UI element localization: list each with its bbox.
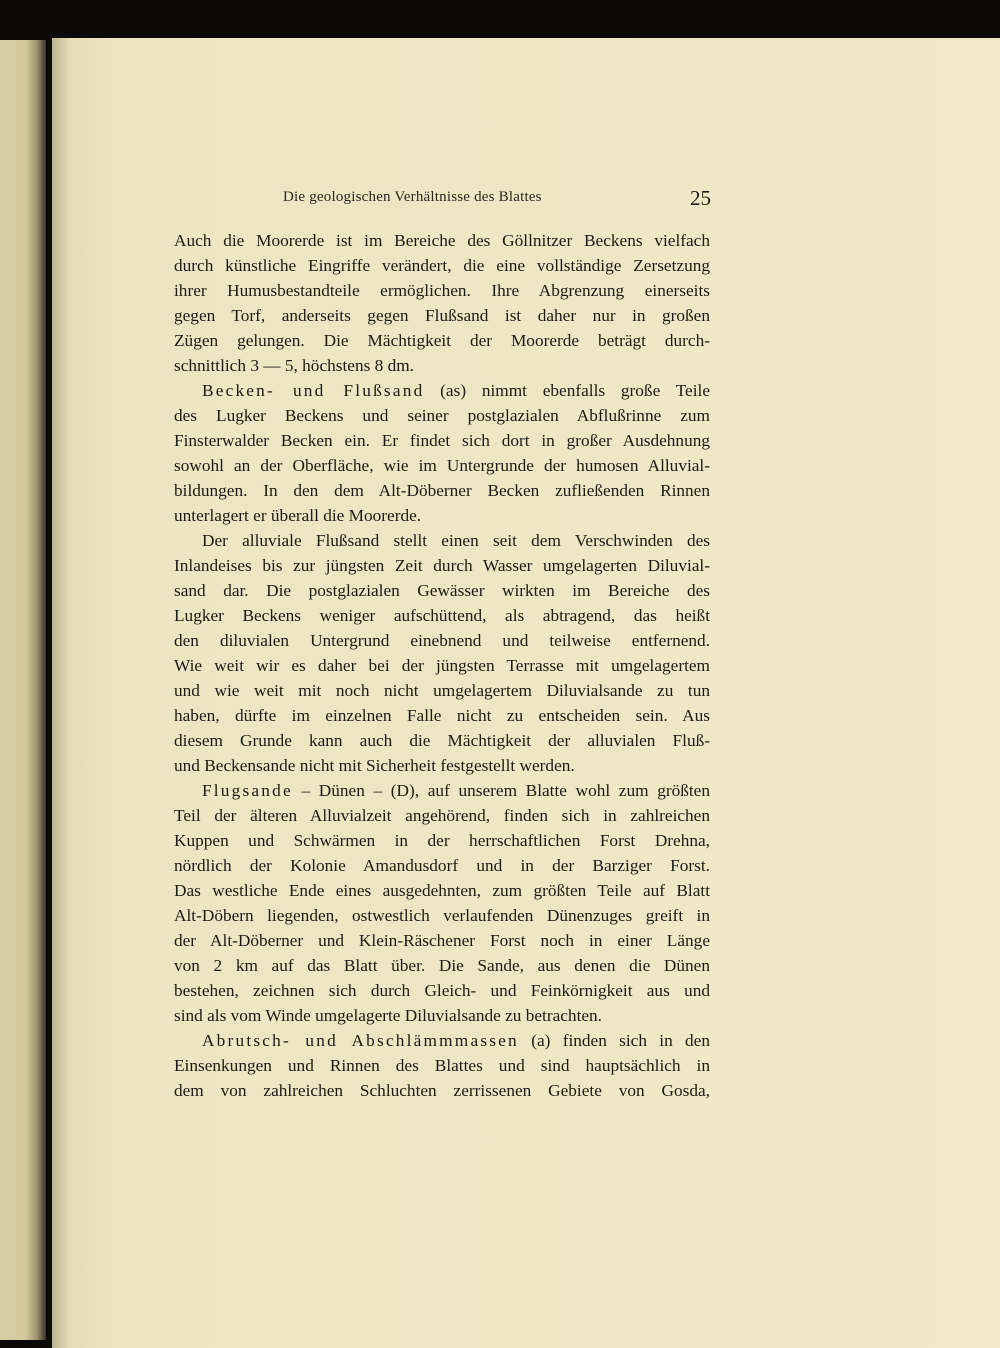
paragraph-3-line-2: Inlandeises bis zur jüngsten Zeit durch Wasser umgelagerten Diluvial-: [174, 556, 710, 575]
term-becken-und-flusssand: Becken- und Flußsand: [202, 381, 425, 400]
page-number: 25: [690, 186, 711, 210]
paragraph-3-line-7: und wie weit mit noch nicht umgelagertem Diluvialsande zu tun: [174, 681, 710, 700]
paragraph-4-line-2: Teil der älteren Alluvialzeit angehörend, finden sich in zahlreichen: [174, 806, 710, 825]
paragraph-3-line-8: haben, dürfte im einzelnen Falle nicht zu entscheiden sein. Aus: [174, 706, 710, 725]
paragraph-4-line-4: nördlich der Kolonie Amandusdorf und in der Barziger Forst.: [174, 856, 710, 875]
paragraph-2-line-5: bildungen. In den dem Alt-Döberner Becken zufließenden Rinnen: [174, 481, 710, 500]
paragraph-4-line-5: Das westliche Ende eines ausgedehnten, zum größten Teile auf Blatt: [174, 881, 710, 900]
paragraph-3-line-4: Lugker Beckens weniger aufschüttend, als abtragend, das heißt: [174, 606, 710, 625]
paragraph-2-line-4: sowohl an der Oberfläche, wie im Untergrunde der humosen Alluvial-: [174, 456, 710, 475]
paragraph-4-line-9: bestehen, zeichnen sich durch Gleich- und Feinkörnigkeit aus und: [174, 981, 710, 1000]
paragraph-5-line-3: dem von zahlreichen Schluchten zerrissenen Gebiete von Gosda,: [174, 1081, 710, 1100]
body-text: [174, 228, 710, 1103]
paragraph-4-line-8: von 2 km auf das Blatt über. Die Sande, aus denen die Dünen: [174, 956, 710, 975]
paragraph-2-line-6: unterlagert er überall die Moorerde.: [174, 506, 422, 525]
paragraph-2-line-3: Finsterwalder Becken ein. Er findet sich dort in großer Ausdehnung: [174, 431, 710, 450]
paragraph-3-line-10: und Beckensande nicht mit Sicherheit festgestellt werden.: [174, 756, 575, 775]
paragraph-2-line-1-rest: (as) nimmt ebenfalls große Teile: [424, 381, 710, 400]
paragraph-4-line-1: [174, 778, 710, 803]
paragraph-5-line-1-rest: (a) finden sich in den: [518, 1031, 710, 1050]
term-abrutsch-und-abschlaemmmassen: Abrutsch- und Abschlämmmassen: [202, 1031, 519, 1050]
paragraph-1-line-6: schnittlich 3 — 5, höchstens 8 dm.: [174, 356, 414, 375]
paragraph-1-line-4: gegen Torf, anderseits gegen Flußsand ist daher nur in großen: [174, 306, 710, 325]
paragraph-5-line-1: [174, 1028, 710, 1053]
term-flugsande: Flugsande: [202, 781, 293, 800]
left-page-edge: [0, 40, 46, 1340]
paragraph-2-line-1: [174, 378, 710, 403]
paragraph-4-line-6: Alt-Döbern liegenden, ostwestlich verlaufenden Dünenzuges greift in: [174, 906, 710, 925]
paragraph-3-line-9: diesem Grunde kann auch die Mächtigkeit der alluvialen Fluß-: [174, 731, 710, 750]
paragraph-4-line-1-rest: – Dünen – (D), auf unserem Blatte wohl zum größten: [292, 781, 710, 800]
paragraph-3-line-5: den diluvialen Untergrund einebnend und teilweise entfernend.: [174, 631, 710, 650]
paragraph-1-line-5: Zügen gelungen. Die Mächtigkeit der Moorerde beträgt durch-: [174, 331, 710, 350]
paragraph-5-line-2: Einsenkungen und Rinnen des Blattes und sind hauptsächlich in: [174, 1056, 710, 1075]
paragraph-3-line-3: sand dar. Die postglazialen Gewässer wirkten im Bereiche des: [174, 581, 710, 600]
paragraph-4-line-10: sind als vom Winde umgelagerte Diluvialsande zu betrachten.: [174, 1006, 603, 1025]
running-head: Die geologischen Verhältnisse des Blattes: [283, 189, 542, 205]
paragraph-1-line-3: ihrer Humusbestandteile ermöglichen. Ihre Abgrenzung einerseits: [174, 281, 710, 300]
paragraph-3-line-1: Der alluviale Flußsand stellt einen seit dem Verschwinden des: [202, 531, 710, 550]
paragraph-4-line-7: der Alt-Döberner und Klein-Räschener Forst noch in einer Länge: [174, 931, 710, 950]
book-page: [52, 38, 1000, 1348]
paragraph-1-line-1: Auch die Moorerde ist im Bereiche des Göllnitzer Beckens vielfach: [174, 231, 710, 250]
paragraph-2-line-2: des Lugker Beckens und seiner postglazialen Abflußrinne zum: [174, 406, 710, 425]
paragraph-4-line-3: Kuppen und Schwärmen in der herrschaftlichen Forst Drehna,: [174, 831, 710, 850]
paragraph-1-line-2: durch künstliche Eingriffe verändert, die eine vollständige Zersetzung: [174, 256, 710, 275]
paragraph-3-line-6: Wie weit wir es daher bei der jüngsten Terrasse mit umgelagertem: [174, 656, 710, 675]
